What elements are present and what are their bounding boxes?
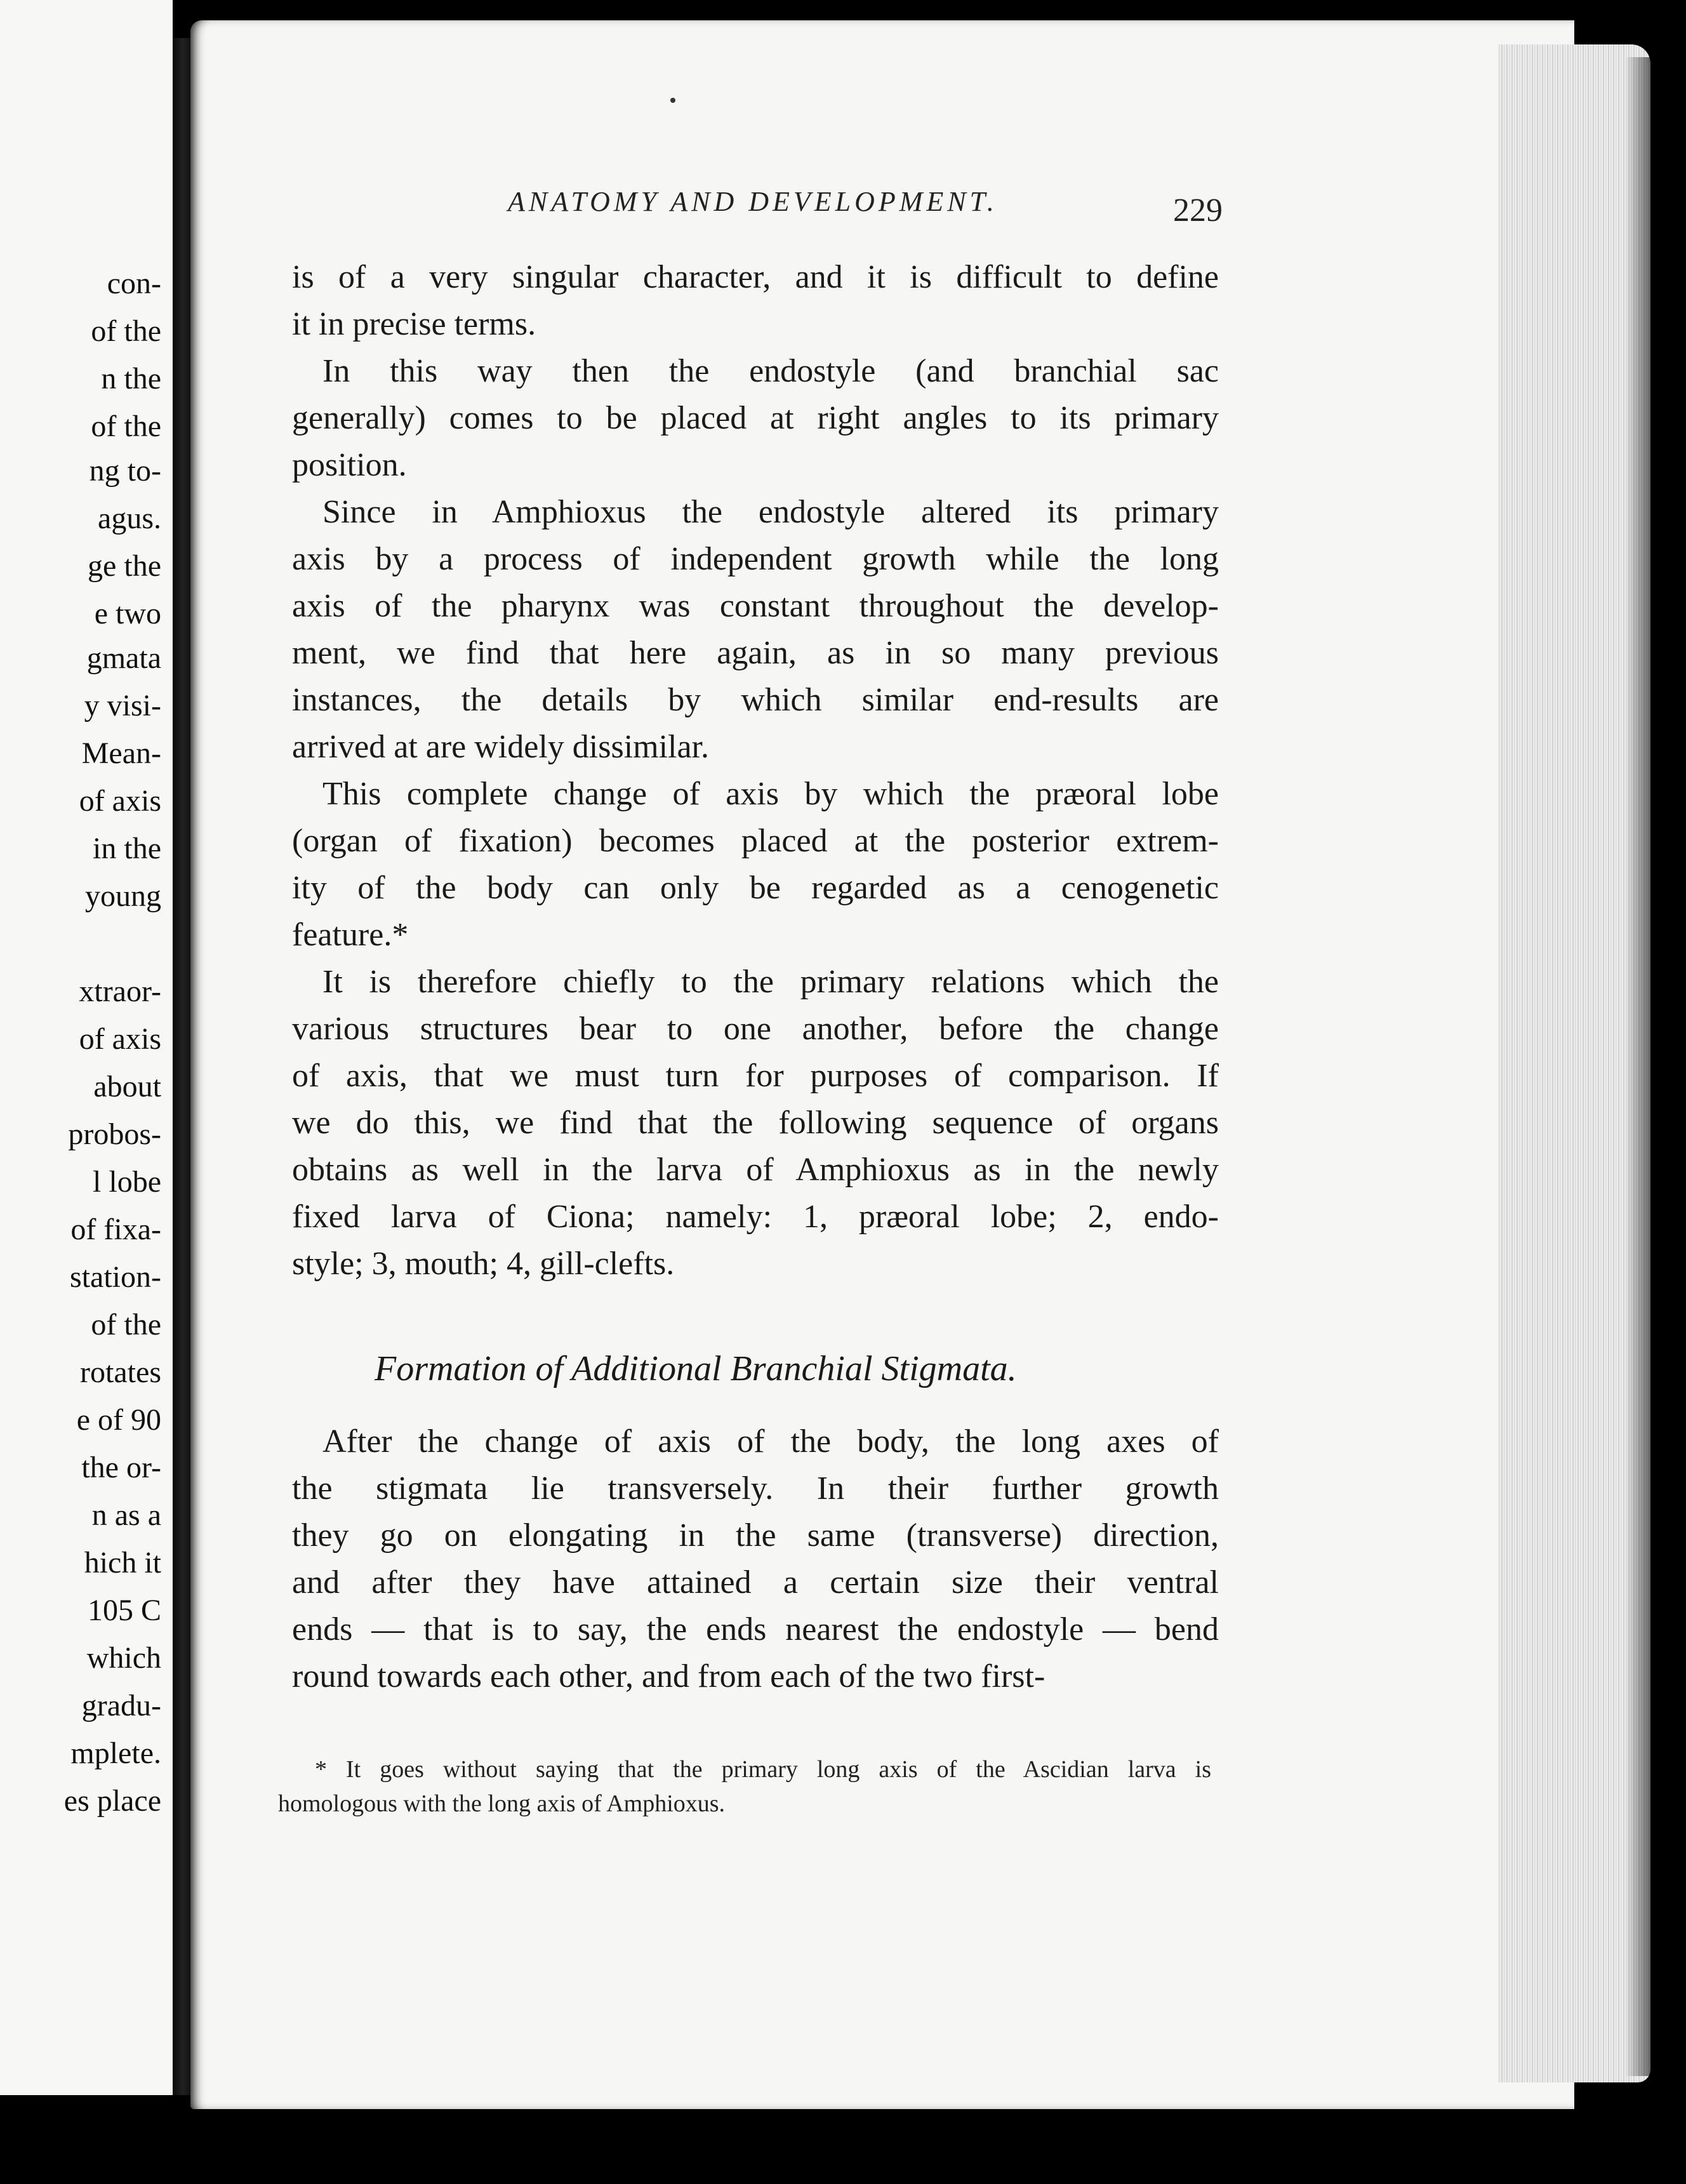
section-heading: Formation of Additional Branchial Stigmata. — [375, 1349, 1017, 1388]
footnote — [278, 1752, 1211, 1821]
paragraph-4 — [292, 771, 1219, 959]
left-page-fragment: rotates — [80, 1355, 161, 1389]
text-line: ity of the body can only be regarded as a cenogenetic — [292, 870, 1219, 906]
text-line: In this way then the endostyle (and branchial sac — [322, 353, 1219, 389]
text-line: round towards each other, and from each of the two first- — [292, 1658, 1045, 1695]
text-line: arrived at are widely dissimilar. — [292, 729, 710, 765]
left-page-fragment: gradu- — [81, 1689, 161, 1722]
text-line: instances, the details by which similar end-results are — [292, 682, 1219, 718]
footnote-line: homologous with the long axis of Amphioxus. — [278, 1790, 726, 1817]
left-page-fragment: of axis — [79, 784, 161, 818]
left-page-fragment: young — [85, 879, 161, 913]
left-page-fragment: Mean- — [81, 736, 161, 770]
left-page-fragment: of the — [91, 314, 161, 348]
page-edges-shadow — [1625, 57, 1650, 2076]
left-page-fragment: xtraor- — [79, 975, 161, 1008]
text-line: It is therefore chiefly to the primary relations which the — [322, 964, 1219, 1000]
text-line: axis of the pharynx was constant throughout the develop- — [292, 588, 1219, 624]
left-page-fragment: of the — [91, 410, 161, 443]
text-line: and after they have attained a certain size their ventral — [292, 1564, 1219, 1601]
left-page-fragment: of the — [91, 1308, 161, 1342]
left-page-fragment: mplete. — [70, 1736, 161, 1770]
left-page-fragment: the or- — [81, 1451, 161, 1484]
left-page-fragment: which — [86, 1641, 161, 1675]
left-page-fragment: gmata — [86, 641, 161, 675]
left-facing-page — [0, 0, 173, 2095]
left-page-fragment: l lobe — [93, 1165, 161, 1199]
text-line: it in precise terms. — [292, 306, 536, 342]
paragraph-3 — [292, 489, 1219, 771]
left-page-fragment: in the — [93, 832, 161, 865]
left-page-fragment: hich it — [84, 1546, 161, 1580]
text-line: This complete change of axis by which the præoral lobe — [322, 776, 1219, 812]
text-line: position. — [292, 447, 407, 483]
text-line: axis by a process of independent growth while the long — [292, 541, 1219, 577]
left-page-fragment: of axis — [79, 1022, 161, 1056]
left-page-fragment: ng to- — [89, 454, 161, 488]
left-page-fragment: agus. — [98, 502, 161, 535]
print-speck — [670, 98, 675, 103]
left-page-fragment: ge the — [88, 549, 161, 583]
left-page-fragment: e of 90 — [76, 1403, 161, 1437]
text-line: Since in Amphioxus the endostyle altered its primary — [322, 494, 1219, 530]
left-page-fragment: about — [93, 1070, 161, 1103]
left-page-fragment: es place — [63, 1784, 161, 1818]
text-line: style; 3, mouth; 4, gill-clefts. — [292, 1246, 675, 1282]
text-line: they go on elongating in the same (transverse) direction, — [292, 1517, 1219, 1554]
text-line: ends — that is to say, the ends nearest the endostyle — bend — [292, 1611, 1219, 1648]
text-line: is of a very singular character, and it is difficult to define — [292, 259, 1219, 295]
text-line: of axis, that we must turn for purposes of comparison. If — [292, 1058, 1219, 1094]
left-page-fragment: station- — [70, 1260, 161, 1294]
text-line: ment, we find that here again, as in so many previous — [292, 635, 1219, 671]
left-page-fragment: y visi- — [84, 689, 161, 722]
text-line: obtains as well in the larva of Amphioxus as in the newly — [292, 1152, 1219, 1188]
running-head: ANATOMY AND DEVELOPMENT. — [508, 186, 998, 217]
left-page-fragment: 105 C — [87, 1594, 161, 1627]
left-page-fragment: n the — [101, 362, 161, 396]
left-page-fragment: con- — [107, 267, 161, 300]
text-line: (organ of fixation) becomes placed at the posterior extrem- — [292, 823, 1219, 859]
text-line: After the change of axis of the body, the long axes of — [322, 1423, 1219, 1460]
paragraph-2 — [292, 348, 1219, 489]
left-page-fragment: e two — [94, 597, 161, 630]
text-line: feature.* — [292, 917, 409, 953]
paragraph-1 — [292, 254, 1219, 348]
paragraph-6 — [292, 1418, 1219, 1700]
left-page-fragment: of fixa- — [70, 1213, 161, 1246]
left-page-fragment: probos- — [68, 1117, 161, 1151]
text-line: generally) comes to be placed at right angles to its primary — [292, 400, 1219, 436]
page-number: 229 — [1173, 192, 1223, 229]
footnote-line: * It goes without saying that the primary long axis of the Ascidian larva is — [315, 1756, 1211, 1783]
text-line: various structures bear to one another, before the change — [292, 1011, 1219, 1047]
text-line: the stigmata lie transversely. In their further growth — [292, 1470, 1219, 1507]
text-line: fixed larva of Ciona; namely: 1, præoral lobe; 2, endo- — [292, 1199, 1219, 1235]
text-line: we do this, we find that the following sequence of organs — [292, 1105, 1219, 1141]
left-page-fragment: n as a — [91, 1498, 161, 1532]
paragraph-5 — [292, 959, 1219, 1288]
